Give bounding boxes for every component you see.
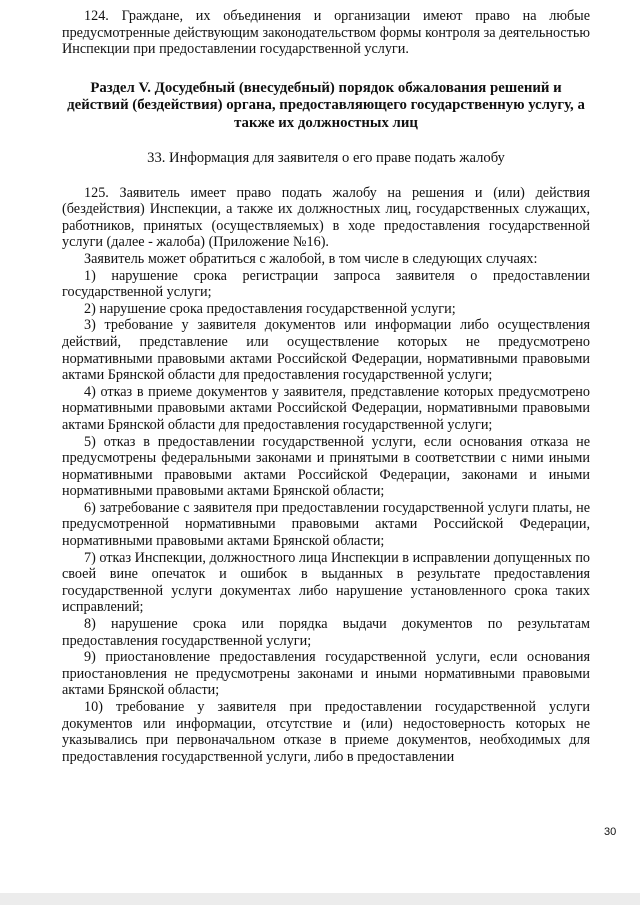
paragraph-125: 125. Заявитель имеет право подать жалобу на решения и (или) действия (бездействия) Инспекции, а также их должностных лиц, государственных служащих, работников, принятых (осуществляемых) в ходе предоставления государственной услуги (далее - жалоба) (Приложение №16). (62, 184, 590, 251)
list-item: 5) отказ в предоставлении государственной услуги, если основания отказа не предусмотрены федеральными законами и принятыми в соответствии с ними иными нормативными правовыми актами Российской Федерации, законами и иными нормативными правовыми актами Брянской области; (62, 433, 590, 500)
list-item: 3) требование у заявителя документов или информации либо осуществления действий, представление или осуществление которых не предусмотрено нормативными правовыми актами Российской Федерации, нормативными правовыми актами Брянской области для предоставления государственной услуги; (62, 317, 590, 384)
document-page (62, 8, 590, 765)
list-item: 1) нарушение срока регистрации запроса заявителя о предоставлении государственной услуги; (62, 267, 590, 301)
list-item: 2) нарушение срока предоставления государственной услуги; (84, 300, 456, 317)
scan-bottom-edge (0, 893, 640, 905)
list-item: 10) требование у заявителя при предоставлении государственной услуги документов или информации, отсутствие и (или) недостоверность которых не указывались при первоначальном отказе в приеме документов, необходимых для предоставления государственной услуги, либо в предоставлении (62, 699, 590, 765)
section-heading: Раздел V. Досудебный (внесудебный) порядок обжалования решений и действий (бездействия) органа, предоставляющего государственную услугу, а также их должностных лиц (67, 79, 585, 131)
cases-intro: Заявитель может обратиться с жалобой, в том числе в следующих случаях: (84, 250, 538, 267)
page-number: 30 (604, 826, 617, 838)
list-item: 8) нарушение срока или порядка выдачи документов по результатам предоставления государственной услуги; (62, 616, 590, 649)
list-item: 9) приостановление предоставления государственной услуги, если основания приостановления не предусмотрены законами и иными нормативными правовыми актами Брянской области; (62, 649, 590, 699)
list-item: 4) отказ в приеме документов у заявителя, представление которых предусмотрено нормативными правовыми актами Российской Федерации, нормативными правовыми актами Брянской области для предоставления государственной услуги; (62, 383, 590, 433)
list-item: 6) затребование с заявителя при предоставлении государственной услуги платы, не предусмотренной нормативными правовыми актами Российской Федерации, нормативными правовыми актами Брянской области; (62, 499, 590, 550)
subsection-heading: 33. Информация для заявителя о его праве подать жалобу (147, 150, 505, 166)
cases-list (62, 268, 590, 766)
paragraph-124: 124. Граждане, их объединения и организации имеют право на любые предусмотренные действующим законодательством формы контроля за деятельностью Инспекции при предоставлении государственной услуги. (62, 8, 590, 58)
list-item: 7) отказ Инспекции, должностного лица Инспекции в исправлении допущенных по своей вине опечаток и ошибок в выданных в результате предоставления государственной услуги документах либо нарушение установленного срока таких исправлений; (62, 549, 590, 616)
